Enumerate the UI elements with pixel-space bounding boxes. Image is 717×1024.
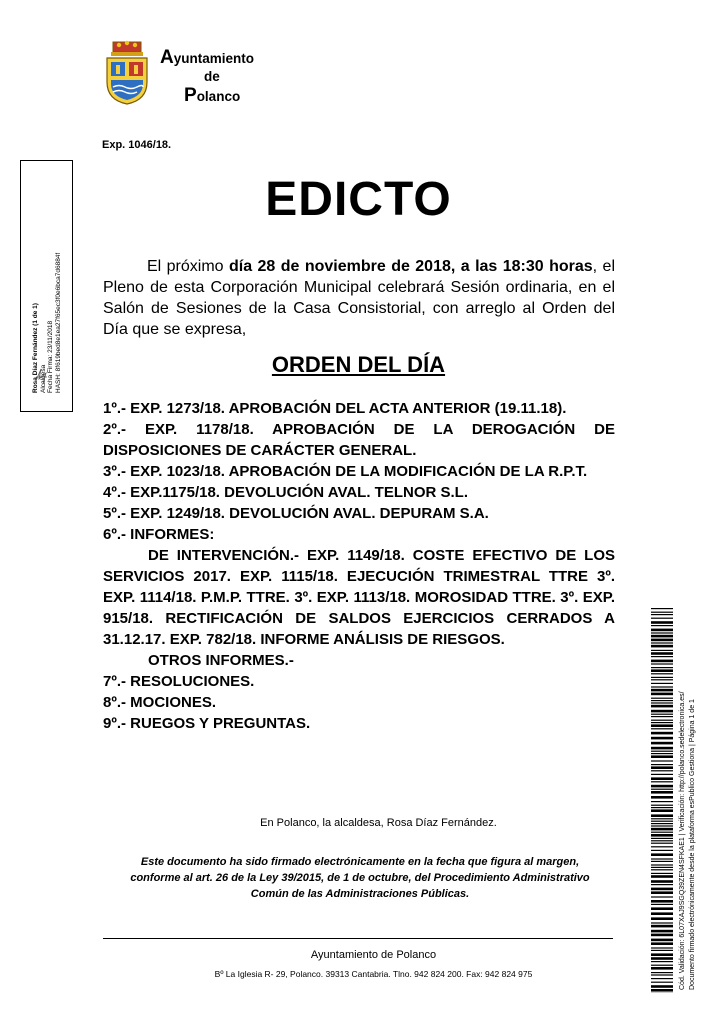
org-line2: de <box>204 69 220 84</box>
org-line1: yuntamiento <box>173 51 254 66</box>
agenda-informes-detail: DE INTERVENCIÓN.- EXP. 1149/18. COSTE EFECTIVO DE LOS SERVICIOS 2017. EXP. 1115/18. EJECUCIÓN TRIMESTRAL TTRE 3º. EXP. 1114/18. P.M.P. TTRE. 3º. EXP. 1113/18. MOROSIDAD TTRE. 3º. EXP. 915/18. RECTIFICACIÓN DE SALDOS EJERCICIOS CERRADOS A 31.12.17. EXP. 782/18. INFORME ANÁLISIS DE RIESGOS. <box>103 547 615 648</box>
agenda-item-7: 7º.- RESOLUCIONES. <box>103 673 255 690</box>
footer-address: Bº La Iglesia R- 29, Polanco. 39313 Cantabria. Tlno. 942 824 200. Fax: 942 824 975 <box>214 969 533 979</box>
org-line3: olanco <box>196 89 241 104</box>
signer-role: Alcaldesa <box>39 364 47 393</box>
agenda-item-2: 2º.- EXP. 1178/18. APROBACIÓN DE LA DEROGACIÓN DE DISPOSICIONES DE CARÁCTER GENERAL. <box>103 421 615 459</box>
agenda-item-4: 4º.- EXP.1175/18. DEVOLUCIÓN AVAL. TELNOR S.L. <box>103 484 469 501</box>
agenda-item-8: 8º.- MOCIONES. <box>103 694 216 711</box>
validation-line-2: Documento firmado electrónicamente desde la plataforma esPublico Gestiona | Página 1 de 1 <box>689 699 696 990</box>
agenda-heading: ORDEN DEL DÍA <box>271 352 446 377</box>
validation-info <box>678 610 698 990</box>
agenda-item-3: 3º.- EXP. 1023/18. APROBACIÓN DE LA MODIFICACIÓN DE LA R.P.T. <box>103 463 588 480</box>
intro-date-time: día 28 de noviembre de 2018, a las 18:30 horas <box>228 258 593 275</box>
barcode-icon <box>651 608 673 993</box>
coat-of-arms-icon <box>103 40 151 106</box>
agenda-item-1: 1º.- EXP. 1273/18. APROBACIÓN DEL ACTA ANTERIOR (19.11.18). <box>103 400 567 417</box>
agenda-otros-informes: OTROS INFORMES.- <box>148 652 294 669</box>
org-initial-a: A <box>160 47 174 68</box>
signature-hash: HASH: 8f619bed8e1ea27f65ec3f0e6bca7d6884f <box>54 252 62 393</box>
org-initial-p: P <box>184 85 197 106</box>
validation-line-1: Cód. Validación: 6L07XAJ9SGQ39ZEN4SFKAE1 | Verificación: http://polanco.sedelectronica.es/ <box>679 691 686 990</box>
document-title: EDICTO <box>265 173 452 226</box>
expedient-reference: Exp. 1046/18. <box>102 139 172 151</box>
electronic-signature-notice: Este documento ha sido firmado electrónicamente en la fecha que figura al margen, conforme al art. 26 de la Ley 39/2015, de 1 de octubre, del Procedimiento Administrativo Común de las Administraciones Públicas. <box>130 856 590 900</box>
agenda-item-5: 5º.- EXP. 1249/18. DEVOLUCIÓN AVAL. DEPURAM S.A. <box>103 505 489 522</box>
intro-text-2: , el Pleno de esta Corporación Municipal celebrará Sesión ordinaria, en el Salón de Sesiones de la Casa Consistorial, con arreglo al Orden del Día que se expresa, <box>103 258 615 338</box>
agenda-item-9: 9º.- RUEGOS Y PREGUNTAS. <box>103 715 311 732</box>
signer-name: Rosa Díaz Fernández (1 de 1) <box>32 303 39 393</box>
agenda-list <box>103 398 615 734</box>
intro-paragraph <box>103 256 615 340</box>
signoff: En Polanco, la alcaldesa, Rosa Díaz Fernández. <box>260 817 497 829</box>
footer-divider <box>103 938 613 939</box>
intro-text-1: El próximo <box>147 258 229 275</box>
signature-date: Fecha Firma: 23/11/2018 <box>47 320 55 393</box>
agenda-item-6: 6º.- INFORMES: <box>103 526 215 543</box>
footer-org: Ayuntamiento de Polanco <box>310 949 437 961</box>
